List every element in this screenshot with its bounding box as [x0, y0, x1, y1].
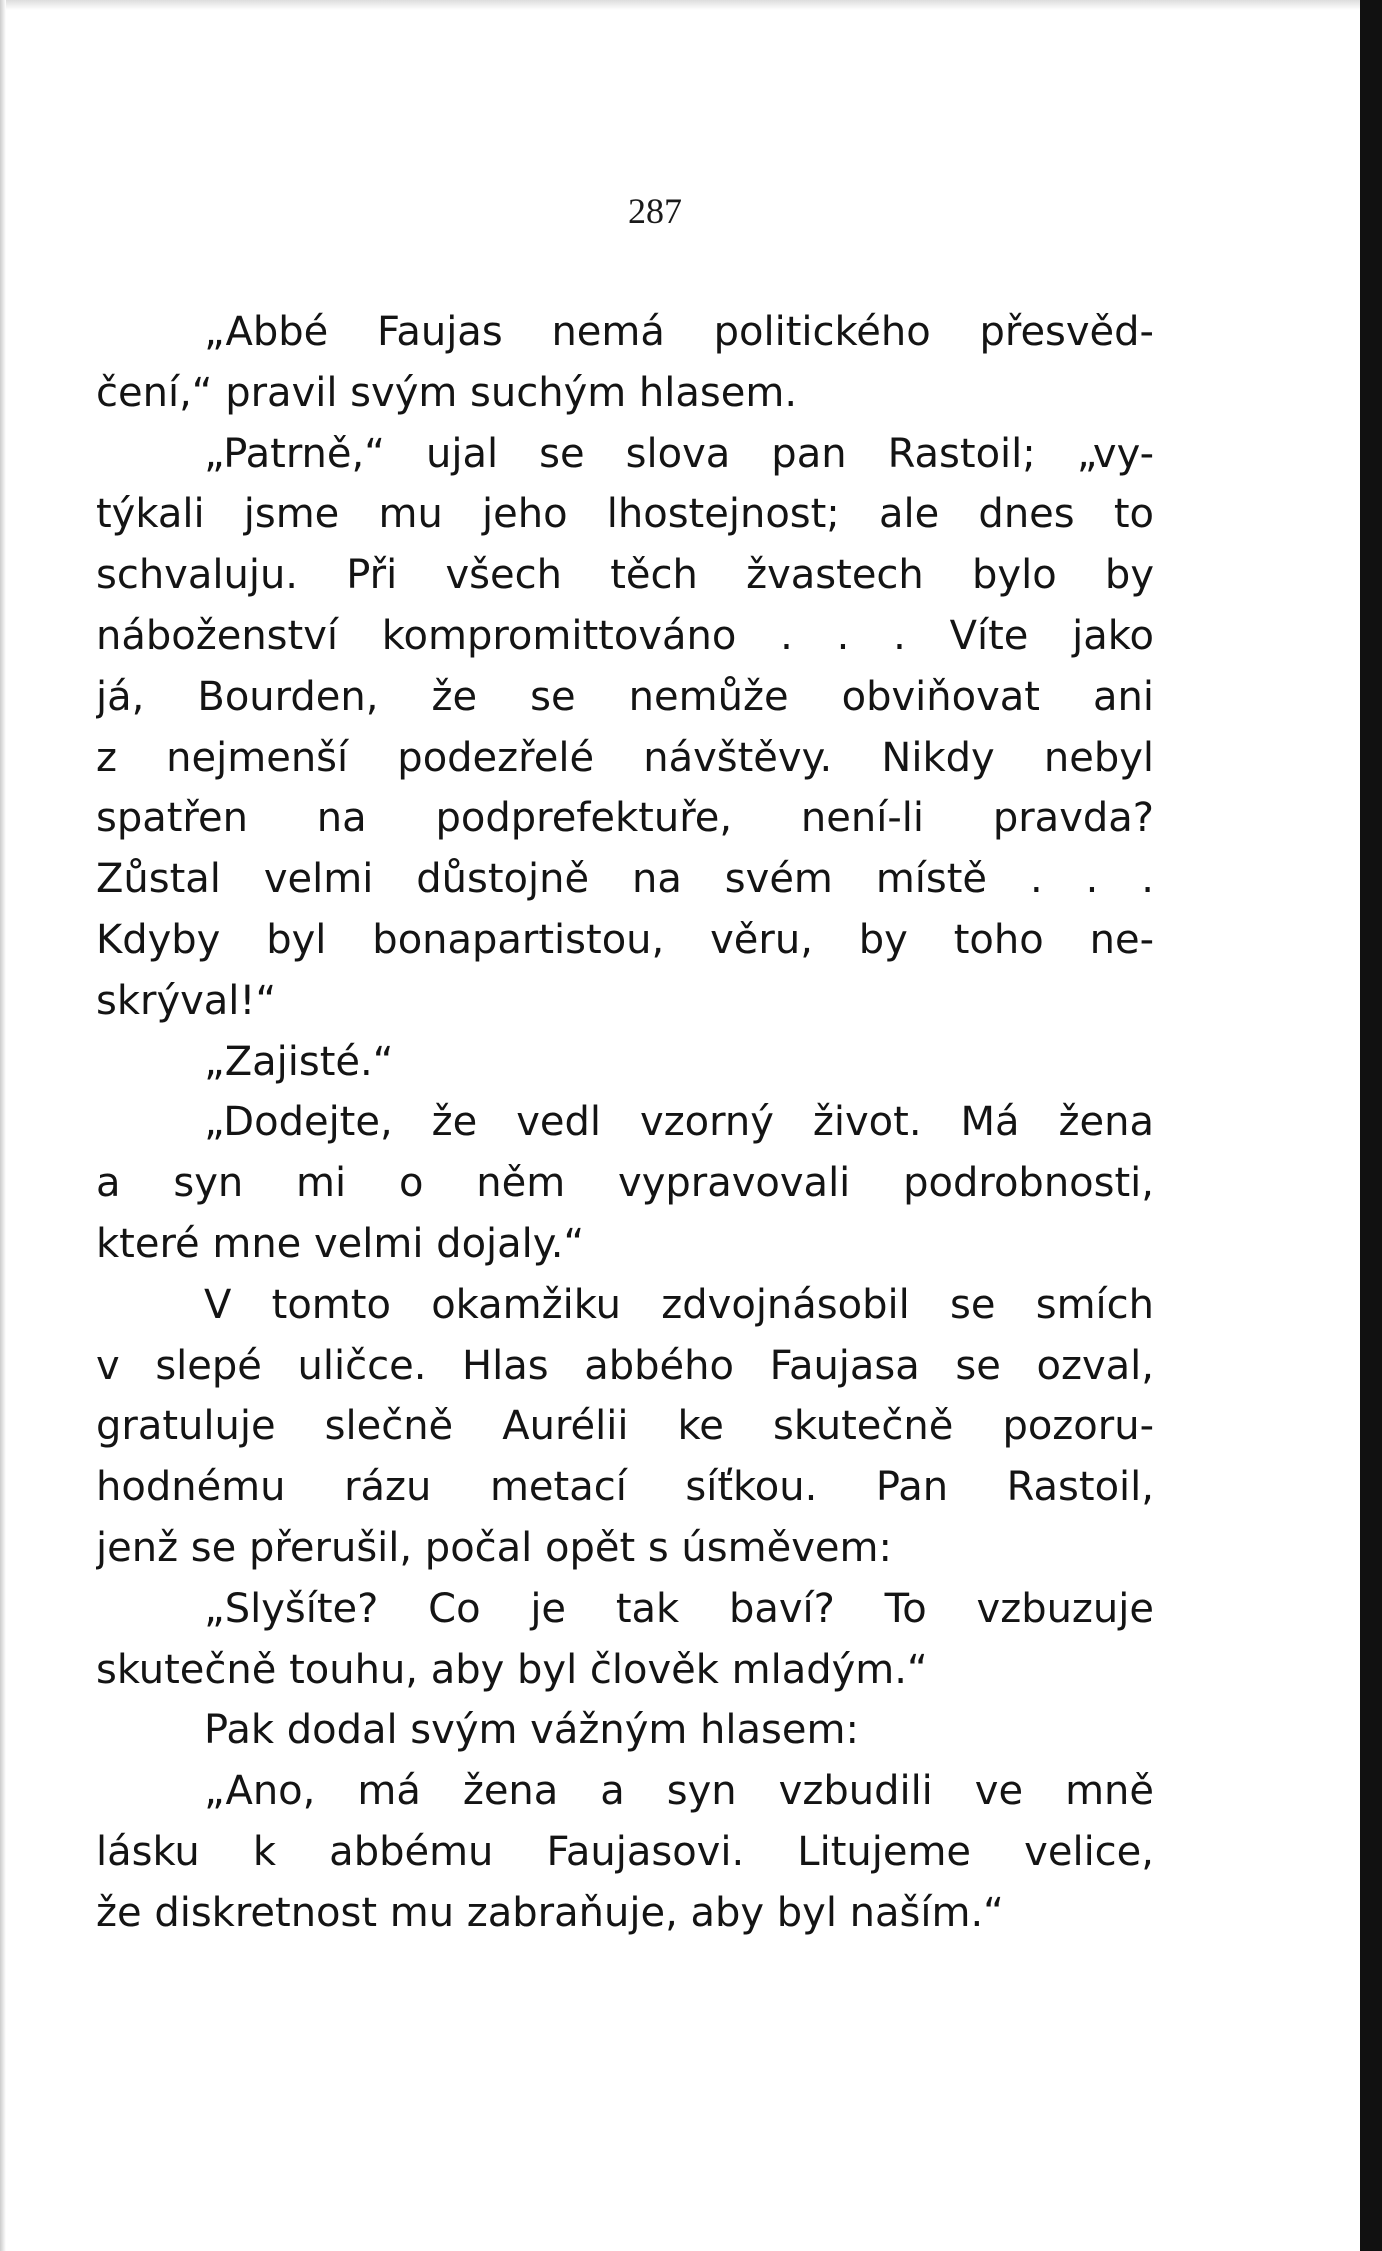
scan-left-edge	[0, 0, 6, 2251]
text-line: náboženství kompromittováno . . . Víte jako	[96, 612, 1154, 659]
text-line: které mne velmi dojaly.“	[96, 1220, 585, 1267]
text-line: týkali jsme mu jeho lhostejnost; ale dnes to	[96, 491, 1154, 538]
text-line: Zůstal velmi důstojně na svém místě . . .	[96, 856, 1154, 903]
text-line: Pak dodal svým vážným hlasem:	[204, 1707, 859, 1754]
text-line: v slepé uličce. Hlas abbého Faujasa se ozval,	[96, 1342, 1154, 1389]
text-line: schvaluju. Při všech těch žvastech bylo by	[96, 552, 1154, 599]
body-text	[96, 302, 1154, 1944]
text-line: čení,“ pravil svým suchým hlasem.	[96, 369, 798, 416]
text-line: skrýval!“	[96, 977, 277, 1024]
page-number: 287	[628, 191, 682, 231]
scan-right-border	[1360, 0, 1382, 2251]
text-line: Kdyby byl bonapartistou, věru, by toho ne-	[96, 916, 1154, 963]
text-line: jenž se přerušil, počal opět s úsměvem:	[96, 1524, 892, 1571]
text-line: V tomto okamžiku zdvojnásobil se smích	[204, 1281, 1154, 1328]
text-line: já, Bourden, že se nemůže obviňovat ani	[96, 673, 1154, 720]
text-line: z nejmenší podezřelé návštěvy. Nikdy nebyl	[96, 734, 1154, 781]
text-line: „Abbé Faujas nemá politického přesvěd-	[204, 309, 1154, 355]
text-line: „Patrně,“ ujal se slova pan Rastoil; „vy-	[204, 430, 1154, 477]
text-line: „Slyšíte? Co je tak baví? To vzbuzuje	[204, 1585, 1154, 1632]
text-line: skutečně touhu, aby byl člověk mladým.“	[96, 1646, 928, 1693]
text-line: gratuluje slečně Aurélii ke skutečně pozoru-	[96, 1403, 1154, 1450]
text-line: hodnému rázu metací síťkou. Pan Rastoil,	[96, 1464, 1154, 1511]
text-line: a syn mi o něm vypravovali podrobnosti,	[96, 1160, 1154, 1207]
text-line: spatřen na podprefektuře, není-li pravda?	[96, 795, 1154, 842]
text-line: „Dodejte, že vedl vzorný život. Má žena	[204, 1099, 1154, 1146]
text-line: „Ano, má žena a syn vzbudili ve mně	[204, 1768, 1154, 1815]
text-line: lásku k abbému Faujasovi. Litujeme velice,	[96, 1828, 1154, 1875]
scan-top-edge	[0, 0, 1382, 10]
text-line: že diskretnost mu zabraňuje, aby byl naším.“	[96, 1889, 1004, 1936]
text-line: „Zajisté.“	[204, 1038, 394, 1085]
